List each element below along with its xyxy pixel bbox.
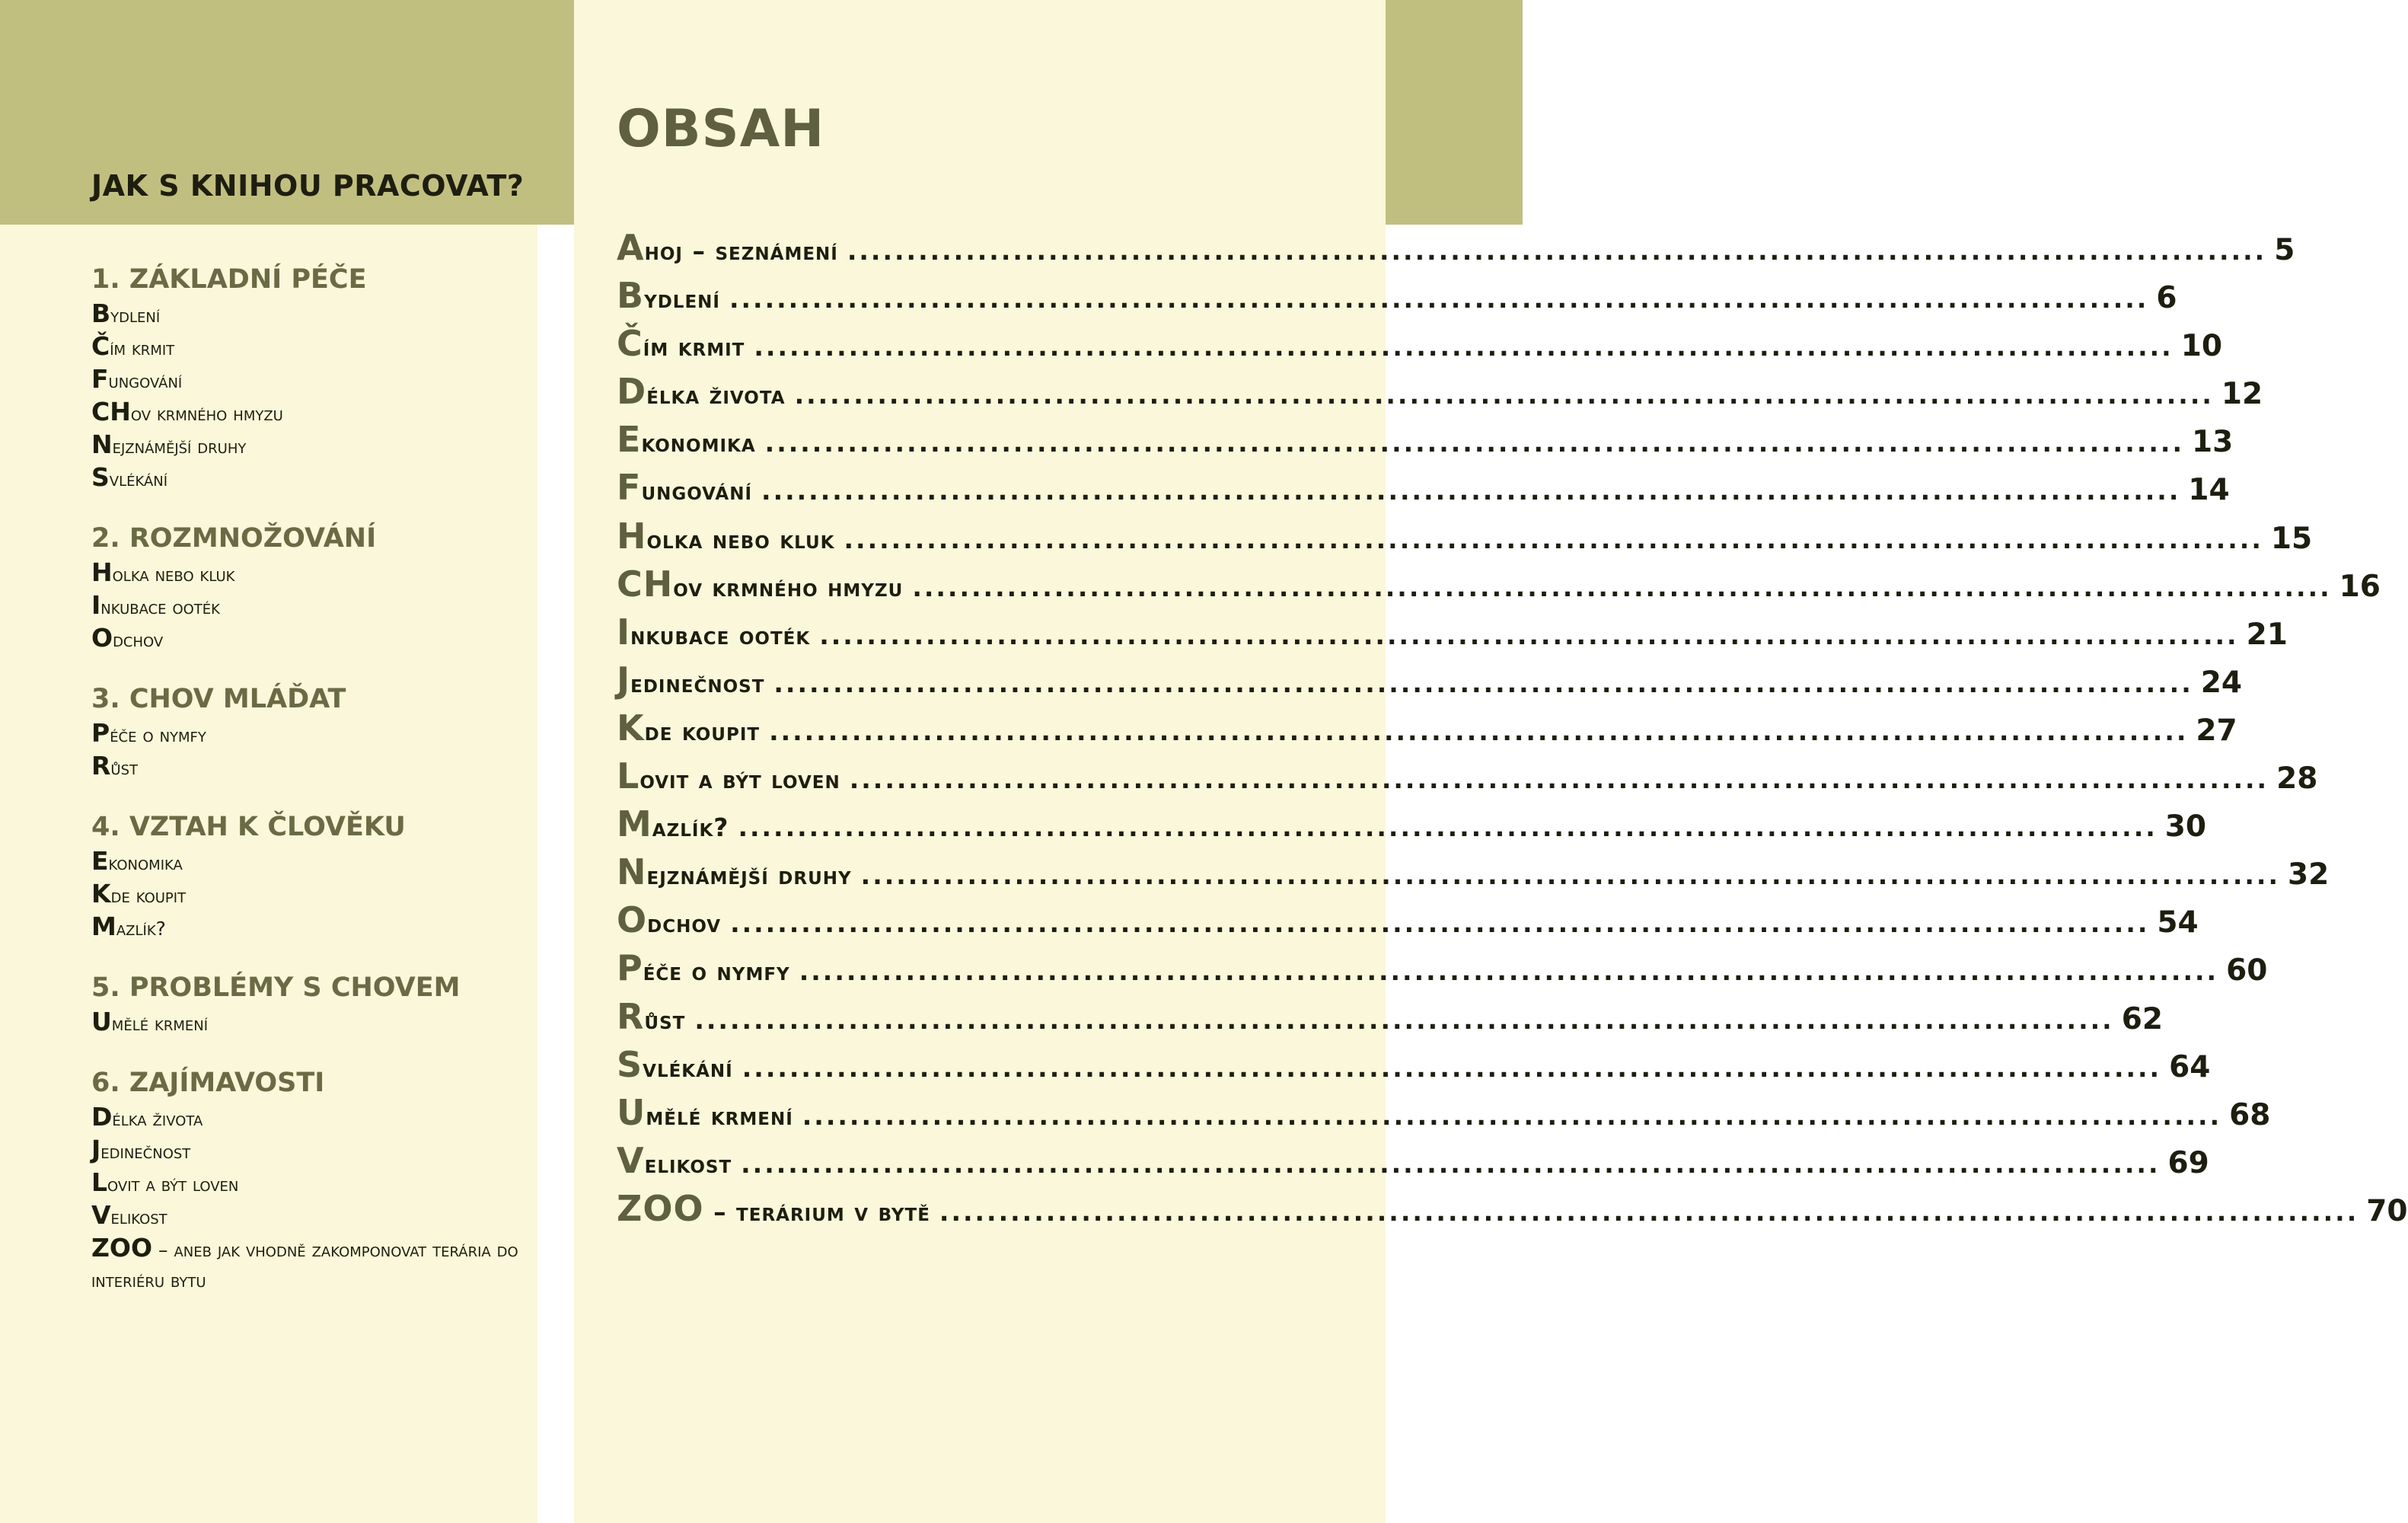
toc-entry-initial: P (617, 947, 643, 989)
toc-entry (617, 563, 2381, 611)
toc-page-number: 15 (2270, 521, 2313, 556)
topic-initial: I (91, 590, 101, 620)
toc-entry-text: ungování (641, 476, 753, 506)
toc-leader-dots: ........................................................................................................................ (742, 1052, 2162, 1083)
toc-page-number: 62 (2121, 1001, 2163, 1036)
chapter-section (91, 811, 533, 944)
toc-page-number: 10 (2180, 329, 2222, 364)
chapter-topic (91, 590, 533, 623)
toc-entry-label (617, 1092, 793, 1133)
chapter-topic (91, 751, 533, 784)
chapter-topic (91, 429, 533, 462)
chapter-title: 5. PROBLÉMY S CHOVEM (91, 972, 461, 1003)
toc-leader-dots: ........................................................................................................................ (799, 956, 2219, 987)
toc-page-number: 70 (2366, 1193, 2408, 1228)
chapter-section (91, 263, 533, 495)
toc-entry (617, 995, 2163, 1044)
toc-entry-text: ov krmného hmyzu (673, 572, 904, 602)
toc-leader-dots: ........................................................................................................................ (844, 524, 2263, 554)
toc-entry-label (617, 467, 752, 508)
toc-entry-label (617, 1140, 732, 1181)
toc-entry-initial: M (617, 803, 652, 845)
toc-entry-label (617, 323, 745, 364)
topic-text: ydlení (110, 305, 161, 327)
toc-leader-dots: ........................................................................................................................ (741, 1148, 2161, 1179)
toc-entry-initial: L (617, 755, 640, 797)
topic-initial: V (91, 1200, 111, 1230)
toc-entry-initial: Č (617, 323, 643, 365)
toc-title: OBSAH (617, 99, 825, 159)
chapter-topic (91, 557, 533, 590)
toc-entry-text: éče o nymfy (643, 956, 790, 987)
toc-entry (617, 275, 2177, 323)
toc-entry-text: mělé krmení (646, 1100, 793, 1131)
topic-text: ungování (108, 370, 183, 392)
toc-entry-initial: J (617, 659, 631, 701)
toc-entry-label (617, 899, 721, 940)
topic-initial: CH (91, 397, 131, 426)
topic-initial: H (91, 557, 113, 587)
toc-leader-dots: ........................................................................................................................ (729, 284, 2149, 314)
topic-text: de koupit (110, 885, 187, 907)
toc-entry-label (617, 371, 786, 412)
toc-entry-initial: S (617, 1043, 643, 1085)
toc-entry-label (617, 707, 760, 749)
toc-entry (617, 755, 2318, 803)
topic-initial: B (91, 299, 111, 328)
toc-entry (617, 1187, 2408, 1236)
toc-entry-text: edinečnost (630, 668, 765, 698)
chapter-topic (91, 397, 533, 429)
toc-page-number: 27 (2196, 713, 2237, 748)
toc-entry-text: konomika (641, 428, 756, 458)
chapter-topic (91, 1200, 533, 1233)
toc-entry-text: elikost (644, 1148, 732, 1179)
toc-leader-dots: ........................................................................................................................ (773, 668, 2193, 698)
toc-entry-label (617, 755, 840, 797)
toc-entry-initial: D (617, 371, 647, 413)
toc-entry-initial: I (617, 611, 631, 653)
toc-entry-initial: E (617, 419, 642, 461)
toc-leader-dots: ........................................................................................................................ (860, 860, 2280, 891)
toc-entry (617, 707, 2237, 755)
topic-initial: P (91, 718, 110, 748)
chapter-section (91, 522, 533, 656)
topic-text: konomika (108, 852, 183, 874)
toc-page-number: 64 (2169, 1049, 2211, 1084)
chapter-title: 6. ZAJÍMAVOSTI (91, 1068, 325, 1098)
chapter-list (91, 263, 533, 1323)
topic-text: ov krmného hmyzu (130, 403, 283, 425)
topic-initial: S (91, 462, 110, 492)
toc-entry-label (617, 803, 729, 845)
toc-entry-label (617, 564, 903, 605)
topic-initial: R (91, 751, 111, 781)
topic-initial: M (91, 912, 116, 941)
toc-page-number: 13 (2192, 425, 2234, 460)
topic-text: – aneb jak vhodně zakomponovat terária do interiéru bytu (91, 1239, 518, 1292)
topic-text: mělé krmení (111, 1013, 209, 1035)
topic-text: élka života (112, 1108, 203, 1130)
toc-entry-text: de koupit (644, 716, 761, 746)
chapter-topic (91, 718, 533, 751)
topic-text: olka nebo kluk (112, 564, 235, 586)
toc-entry-text: azlík? (652, 813, 729, 843)
toc-entry (617, 419, 2234, 467)
toc-page-number: 69 (2167, 1145, 2209, 1180)
toc-entry-initial: K (617, 707, 645, 749)
topic-initial: D (91, 1102, 113, 1132)
chapter-topic (91, 1007, 533, 1039)
toc-entry-initial: O (617, 899, 648, 941)
topic-initial: ZOO (91, 1233, 153, 1263)
toc-leader-dots: ........................................................................................................................ (794, 380, 2214, 410)
toc-page-number: 54 (2157, 905, 2199, 940)
toc-entry-initial: F (617, 467, 642, 509)
right-header-band (1386, 0, 1523, 225)
chapter-topic (91, 1233, 533, 1296)
toc-leader-dots: ........................................................................................................................ (849, 765, 2269, 795)
toc-page-number: 16 (2339, 569, 2381, 604)
chapter-topic (91, 846, 533, 879)
toc-entry-label (617, 611, 810, 653)
toc-page-number: 24 (2200, 665, 2243, 700)
toc-leader-dots: ........................................................................................................................ (730, 908, 2150, 939)
toc-entry (617, 611, 2288, 659)
toc-entry-text: dchov (647, 908, 722, 939)
topic-text: nkubace ooték (100, 596, 220, 618)
toc-entry (617, 851, 2330, 899)
toc-entry-initial: R (617, 995, 645, 1037)
toc-entry-initial: CH (617, 563, 674, 605)
toc-entry-label (617, 1188, 930, 1229)
toc-entry-label (617, 947, 790, 988)
topic-initial: E (91, 846, 109, 876)
topic-initial: Č (91, 331, 110, 361)
toc-page-number: 5 (2274, 233, 2295, 267)
toc-entry-text: ůst (644, 1004, 686, 1035)
toc-leader-dots: ........................................................................................................................ (761, 476, 2181, 506)
toc-leader-dots: ........................................................................................................................ (769, 716, 2189, 746)
toc-leader-dots: ........................................................................................................................ (754, 332, 2174, 362)
how-to-title: JAK S KNIHOU PRACOVAT? (91, 169, 525, 203)
toc-entry (617, 1139, 2209, 1188)
toc-entry (617, 323, 2222, 371)
topic-text: vlékání (109, 468, 168, 490)
topic-text: ůst (110, 757, 139, 779)
toc-entry-label (617, 275, 720, 316)
toc-page-number: 12 (2221, 377, 2263, 412)
toc-leader-dots: ........................................................................................................................ (819, 620, 2239, 650)
toc-page-number: 6 (2156, 281, 2177, 316)
topic-text: dchov (113, 629, 164, 651)
chapter-title: 2. ROZMNOŽOVÁNÍ (91, 523, 377, 554)
toc-entry-initial: V (617, 1139, 645, 1181)
toc-entry-text: olka nebo kluk (646, 524, 835, 554)
chapter-topic (91, 299, 533, 331)
toc-entry-text: vlékání (643, 1052, 733, 1083)
toc-page-number: 68 (2229, 1097, 2271, 1132)
toc-page-number: 60 (2226, 953, 2268, 988)
toc-entry-label (617, 419, 756, 460)
toc-entry (617, 467, 2230, 515)
toc-entry (617, 947, 2268, 995)
toc-entry-label (617, 851, 852, 892)
chapter-topic (91, 1167, 533, 1200)
topic-text: elikost (110, 1206, 167, 1228)
toc-entry (617, 659, 2243, 707)
toc-page-number: 14 (2188, 473, 2230, 508)
topic-initial: O (91, 623, 113, 653)
toc-page-number: 28 (2276, 762, 2318, 797)
toc-entry-text: – terárium v bytě (703, 1196, 930, 1227)
toc-entry-label (617, 1044, 733, 1085)
toc-entry-text: ydlení (644, 284, 720, 314)
topic-initial: K (91, 879, 111, 908)
topic-initial: L (91, 1167, 108, 1197)
toc-entry-label (617, 516, 835, 557)
toc-entry-initial: N (617, 851, 647, 893)
toc-leader-dots: ........................................................................................................................ (912, 572, 2332, 602)
topic-text: edinečnost (100, 1141, 191, 1163)
toc-entry-text: ovit a být loven (639, 765, 840, 795)
toc-page-number: 21 (2246, 617, 2288, 652)
toc-page-number: 32 (2288, 857, 2330, 892)
toc-entry (617, 371, 2263, 419)
chapter-topic (91, 462, 533, 495)
topic-text: ím krmit (110, 337, 175, 359)
topic-initial: F (91, 364, 109, 394)
chapter-topic (91, 1102, 533, 1135)
chapter-topic (91, 364, 533, 397)
toc-entry (617, 1043, 2211, 1092)
topic-text: azlík? (116, 918, 166, 940)
toc-entry-initial: A (617, 227, 645, 268)
toc-leader-dots: ........................................................................................................................ (847, 236, 2267, 266)
toc-entry-text: hoj – seznámení (644, 236, 838, 266)
toc-entry-label (617, 227, 838, 268)
toc-entry-label (617, 996, 685, 1037)
toc-leader-dots: ........................................................................................................................ (694, 1004, 2114, 1035)
topic-initial: N (91, 429, 113, 459)
chapter-section (91, 1067, 533, 1296)
chapter-topic (91, 331, 533, 364)
chapter-topic (91, 623, 533, 656)
topic-text: ejznámější druhy (112, 436, 247, 458)
chapter-topic (91, 912, 533, 944)
toc-leader-dots: ........................................................................................................................ (738, 813, 2158, 843)
toc-entry (617, 803, 2207, 851)
toc-entry-text: ím krmit (643, 332, 745, 362)
topic-text: ovit a být loven (107, 1173, 239, 1196)
toc-entry-text: élka života (646, 380, 786, 410)
chapter-section (91, 972, 533, 1039)
topic-initial: U (91, 1007, 112, 1036)
toc-leader-dots: ........................................................................................................................ (764, 428, 2184, 458)
table-of-contents (617, 227, 2408, 1236)
toc-entry-initial: ZOO (617, 1187, 704, 1229)
toc-entry (617, 899, 2199, 947)
chapter-title: 3. CHOV MLÁĎAT (91, 684, 346, 714)
chapter-topic (91, 879, 533, 912)
toc-leader-dots: ........................................................................................................................ (939, 1196, 2359, 1227)
toc-page-number: 30 (2164, 809, 2207, 845)
toc-entry-initial: B (617, 275, 645, 317)
toc-entry-label (617, 659, 764, 701)
topic-text: éče o nymfy (110, 724, 206, 746)
toc-entry (617, 1091, 2271, 1140)
topic-initial: J (91, 1135, 101, 1164)
toc-entry (617, 515, 2313, 564)
chapter-topic (91, 1135, 533, 1167)
chapter-title: 1. ZÁKLADNÍ PÉČE (91, 264, 367, 295)
toc-entry-initial: U (617, 1091, 646, 1133)
toc-entry-text: nkubace ooték (630, 620, 811, 650)
toc-leader-dots: ........................................................................................................................ (802, 1100, 2222, 1131)
toc-entry-text: ejznámější druhy (646, 860, 852, 891)
toc-entry (617, 227, 2295, 275)
chapter-section (91, 683, 533, 784)
chapter-title: 4. VZTAH K ČLOVĚKU (91, 812, 406, 842)
toc-entry-initial: H (617, 515, 647, 557)
